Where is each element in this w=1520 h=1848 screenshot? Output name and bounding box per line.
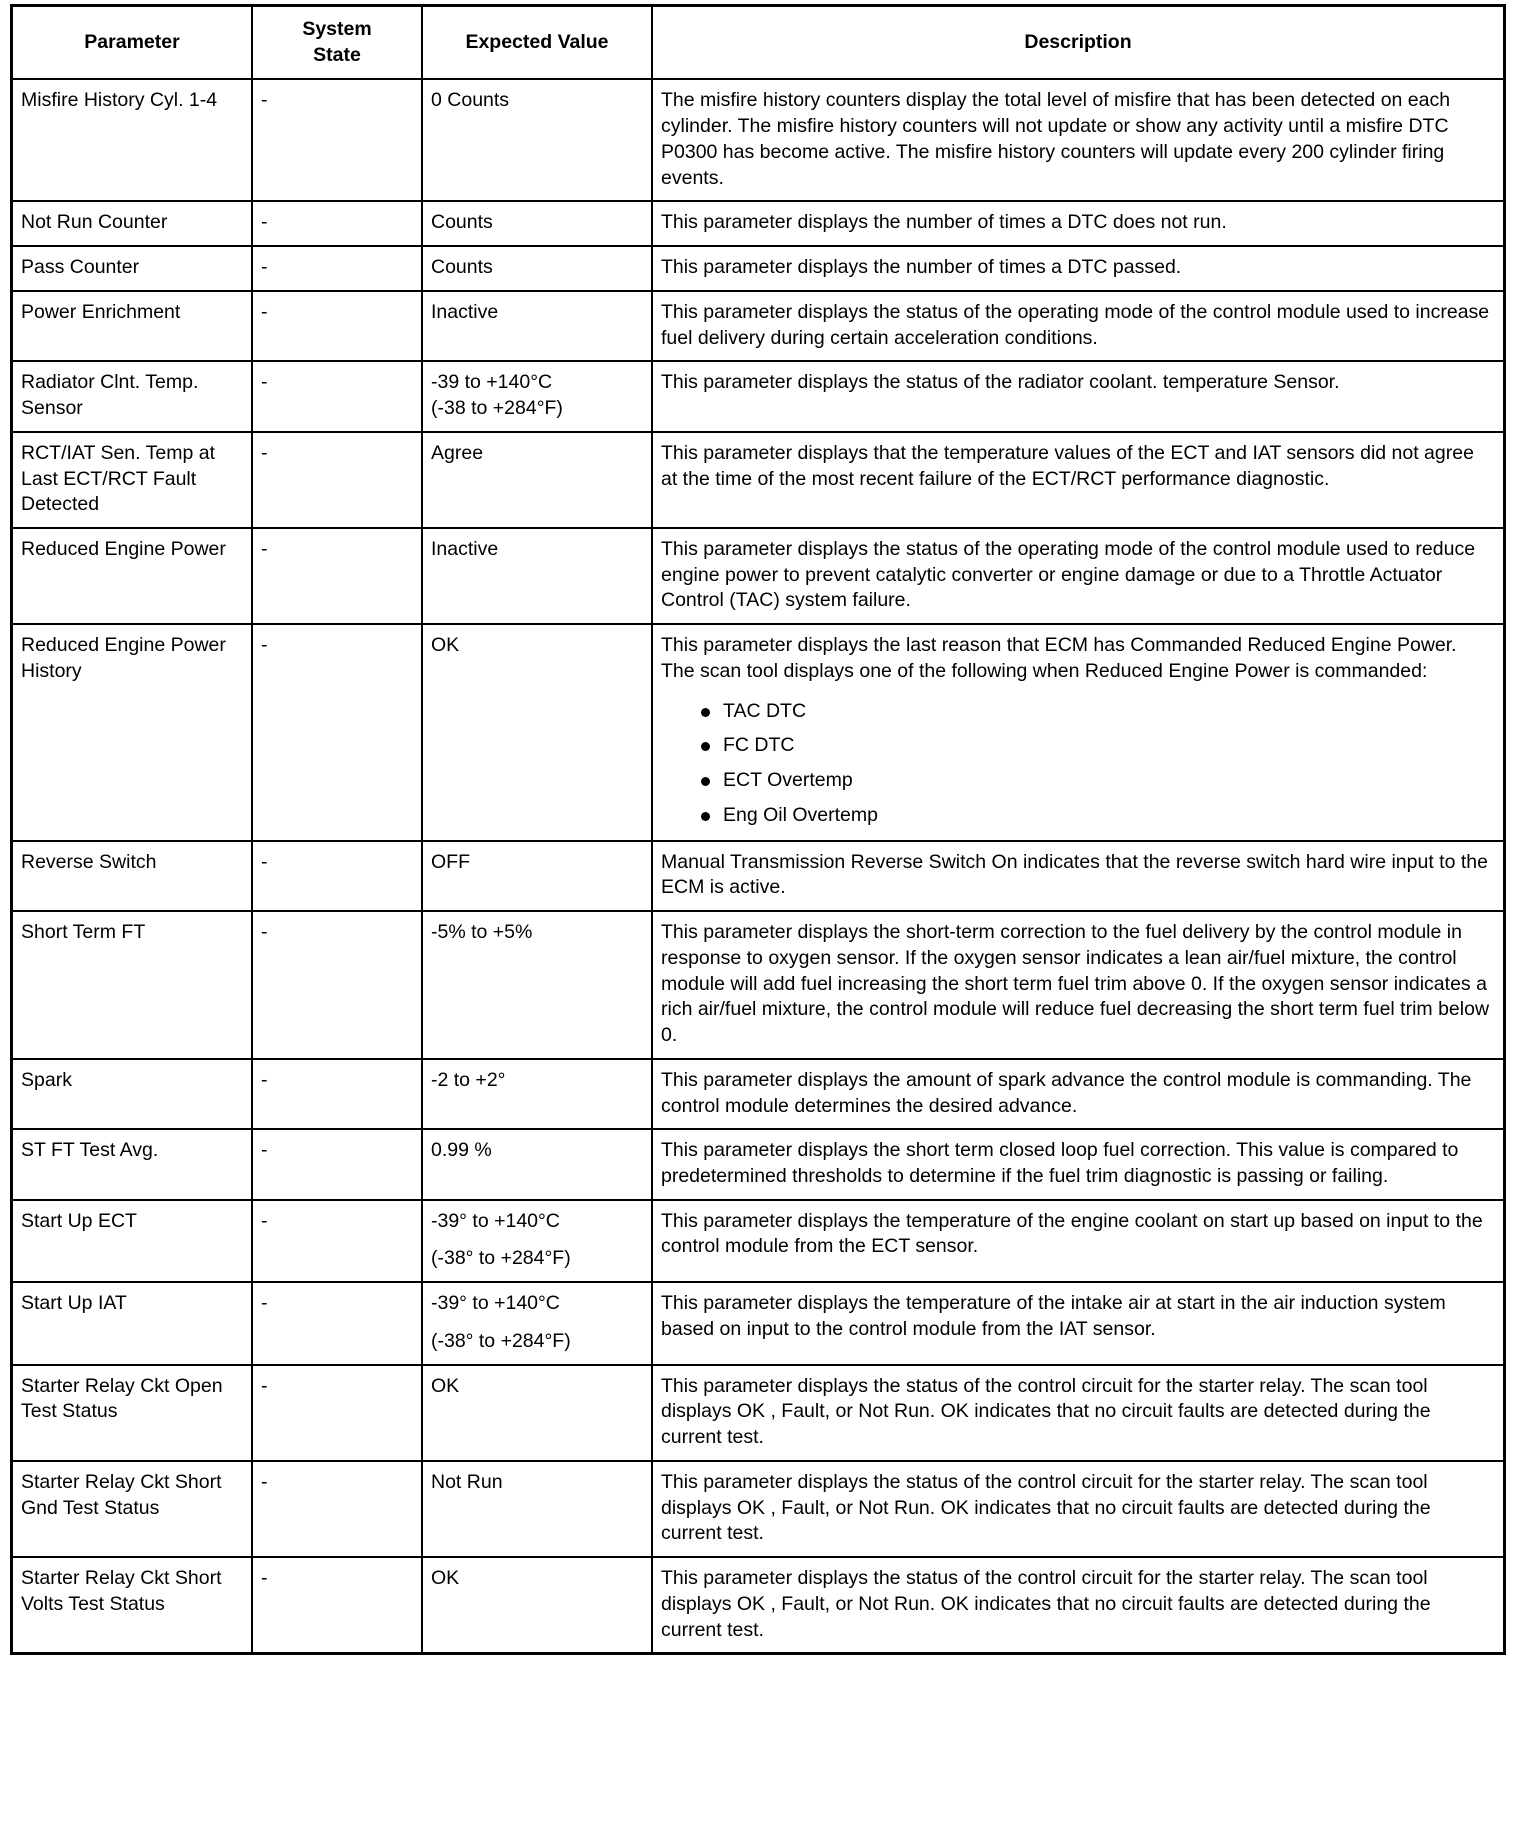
cell-description xyxy=(652,291,1505,361)
description-text: This parameter displays the status of the control circuit for the starter relay. The scan tool displays OK , Fault, or Not Run. OK indicates that no circuit faults are detected during the current test. xyxy=(661,1470,1431,1545)
cell-expected-value: Not Run xyxy=(422,1461,652,1557)
column-header-system-state xyxy=(252,6,422,80)
expected-value-line1: -39° to +140°C xyxy=(431,1292,560,1315)
description-text: This parameter displays the last reason that ECM has Commanded Reduced Engine Power. The scan tool displays one of the following when Reduced Engine Power is commanded: xyxy=(661,634,1457,682)
table-row xyxy=(12,1129,1505,1199)
cell-expected-value: OK xyxy=(422,1365,652,1461)
list-item: Eng Oil Overtemp xyxy=(701,803,1495,829)
cell-system-state: - xyxy=(252,79,422,201)
cell-description xyxy=(652,624,1505,840)
table-row xyxy=(12,1200,1505,1282)
cell-expected-value xyxy=(422,1282,652,1364)
cell-system-state: - xyxy=(252,1365,422,1461)
cell-description xyxy=(652,841,1505,911)
table-body xyxy=(12,79,1505,1653)
cell-description xyxy=(652,1365,1505,1461)
description-text: This parameter displays the number of times a DTC does not run. xyxy=(661,211,1227,234)
cell-expected-value: Counts xyxy=(422,246,652,291)
table-row xyxy=(12,528,1505,624)
cell-parameter: Start Up IAT xyxy=(12,1282,253,1364)
cell-description xyxy=(652,79,1505,201)
cell-expected-value: OK xyxy=(422,624,652,840)
table-row xyxy=(12,246,1505,291)
description-text: Manual Transmission Reverse Switch On indicates that the reverse switch hard wire input to the ECM is active. xyxy=(661,850,1488,899)
cell-description xyxy=(652,432,1505,528)
header-row xyxy=(12,6,1505,80)
description-text: This parameter displays the temperature of the intake air at start in the air induction system based on input to the control module from the IAT sensor. xyxy=(661,1292,1446,1340)
description-text: This parameter displays that the temperature values of the ECT and IAT sensors did not agree at the time of the most recent failure of the ECT/RCT performance diagnostic. xyxy=(661,441,1474,490)
expected-value-line2: (-38° to +284°F) xyxy=(431,1247,571,1270)
cell-description xyxy=(652,1282,1505,1364)
list-item: ECT Overtemp xyxy=(701,768,1495,794)
description-bullet-list xyxy=(661,699,1495,829)
cell-expected-value: OFF xyxy=(422,841,652,911)
cell-parameter: Starter Relay Ckt Short Gnd Test Status xyxy=(12,1461,253,1557)
scan-tool-parameter-table xyxy=(10,4,1506,1655)
description-text: This parameter displays the status of the operating mode of the control module used to increase fuel delivery during certain acceleration conditions. xyxy=(661,300,1490,349)
table-row xyxy=(12,1059,1505,1129)
list-item: TAC DTC xyxy=(701,699,1495,725)
column-header-description: Description xyxy=(652,6,1505,80)
cell-description xyxy=(652,201,1505,246)
description-text: This parameter displays the status of the radiator coolant. temperature Sensor. xyxy=(661,371,1340,394)
cell-expected-value: -2 to +2° xyxy=(422,1059,652,1129)
table-header xyxy=(12,6,1505,80)
expected-value-line1: -39 to +140°C xyxy=(431,371,553,394)
cell-system-state: - xyxy=(252,624,422,840)
cell-system-state: - xyxy=(252,1557,422,1654)
cell-description xyxy=(652,911,1505,1059)
table-row xyxy=(12,1461,1505,1557)
cell-parameter: Short Term FT xyxy=(12,911,253,1059)
description-text: This parameter displays the status of the operating mode of the control module used to reduce engine power to prevent catalytic converter or engine damage or due to a Throttle Actuator Control (TAC) system failure. xyxy=(661,538,1476,612)
column-header-parameter: Parameter xyxy=(12,6,253,80)
description-text: This parameter displays the status of the control circuit for the starter relay. The scan tool displays OK , Fault, or Not Run. OK indicates that no circuit faults are detected during the current test. xyxy=(661,1567,1431,1641)
cell-parameter: Misfire History Cyl. 1-4 xyxy=(12,79,253,201)
table-row xyxy=(12,624,1505,840)
cell-system-state: - xyxy=(252,1059,422,1129)
cell-system-state: - xyxy=(252,1200,422,1282)
cell-expected-value: 0.99 % xyxy=(422,1129,652,1199)
cell-description xyxy=(652,1129,1505,1199)
cell-description xyxy=(652,1557,1505,1654)
table-row xyxy=(12,1365,1505,1461)
cell-description xyxy=(652,1059,1505,1129)
cell-system-state: - xyxy=(252,201,422,246)
cell-parameter: Starter Relay Ckt Short Volts Test Status xyxy=(12,1557,253,1654)
cell-system-state: - xyxy=(252,528,422,624)
cell-parameter: Power Enrichment xyxy=(12,291,253,361)
table-row xyxy=(12,1282,1505,1364)
cell-system-state: - xyxy=(252,841,422,911)
cell-system-state: - xyxy=(252,1282,422,1364)
table-row xyxy=(12,432,1505,528)
cell-expected-value: Counts xyxy=(422,201,652,246)
spacer xyxy=(431,1234,643,1246)
table-row xyxy=(12,291,1505,361)
cell-description xyxy=(652,528,1505,624)
cell-parameter: Starter Relay Ckt Open Test Status xyxy=(12,1365,253,1461)
cell-parameter: Start Up ECT xyxy=(12,1200,253,1282)
cell-expected-value: Inactive xyxy=(422,291,652,361)
cell-system-state: - xyxy=(252,432,422,528)
column-header-expected-value: Expected Value xyxy=(422,6,652,80)
expected-value-line2: (-38 to +284°F) xyxy=(431,397,563,420)
cell-parameter: ST FT Test Avg. xyxy=(12,1129,253,1199)
spacer xyxy=(431,1317,643,1329)
description-text: This parameter displays the short term closed loop fuel correction. This value is compared to predetermined thresholds to determine if the fuel trim diagnostic is passing or failing. xyxy=(661,1139,1459,1187)
cell-system-state: - xyxy=(252,291,422,361)
cell-parameter: Radiator Clnt. Temp. Sensor xyxy=(12,361,253,431)
table-row xyxy=(12,79,1505,201)
column-header-system-state-line1: System xyxy=(302,18,372,40)
cell-system-state: - xyxy=(252,246,422,291)
cell-description xyxy=(652,1461,1505,1557)
list-item: FC DTC xyxy=(701,733,1495,759)
table-row xyxy=(12,911,1505,1059)
cell-parameter: RCT/IAT Sen. Temp at Last ECT/RCT Fault Detected xyxy=(12,432,253,528)
cell-parameter: Spark xyxy=(12,1059,253,1129)
table-row xyxy=(12,841,1505,911)
cell-expected-value xyxy=(422,361,652,431)
description-text: This parameter displays the number of times a DTC passed. xyxy=(661,256,1182,279)
table-row xyxy=(12,1557,1505,1654)
cell-expected-value: Agree xyxy=(422,432,652,528)
cell-system-state: - xyxy=(252,361,422,431)
cell-expected-value: -5% to +5% xyxy=(422,911,652,1059)
cell-description xyxy=(652,361,1505,431)
cell-description xyxy=(652,1200,1505,1282)
expected-value-line1: -39° to +140°C xyxy=(431,1209,560,1232)
description-text: The misfire history counters display the total level of misfire that has been detected on each cylinder. The misfire history counters will not update or show any activity until a misfire DTC P0300 has become active. The misfire history counters will update every 200 cylinder firing events. xyxy=(661,89,1451,189)
table-row xyxy=(12,201,1505,246)
cell-parameter: Reduced Engine Power xyxy=(12,528,253,624)
cell-parameter: Reduced Engine Power History xyxy=(12,624,253,840)
cell-system-state: - xyxy=(252,1461,422,1557)
cell-expected-value: 0 Counts xyxy=(422,79,652,201)
description-text: This parameter displays the amount of spark advance the control module is commanding. The control module determines the desired advance. xyxy=(661,1068,1472,1117)
table-row xyxy=(12,361,1505,431)
description-text: This parameter displays the status of the control circuit for the starter relay. The scan tool displays OK , Fault, or Not Run. OK indicates that no circuit faults are detected during the current test. xyxy=(661,1374,1431,1449)
cell-description xyxy=(652,246,1505,291)
column-header-system-state-line2: State xyxy=(313,43,361,66)
description-text: This parameter displays the temperature of the engine coolant on start up based on input to the control module from the ECT sensor. xyxy=(661,1209,1483,1258)
description-text: This parameter displays the short-term correction to the fuel delivery by the control module in response to oxygen sensor. If the oxygen sensor indicates a lean air/fuel mixture, the control module will add fuel increasing the short term fuel trim above 0. If the oxygen sensor indicates a rich air/fuel mixture, the control module will reduce fuel decreasing the short term fuel trim below 0. xyxy=(661,921,1490,1047)
cell-system-state: - xyxy=(252,911,422,1059)
cell-parameter: Not Run Counter xyxy=(12,201,253,246)
cell-expected-value: OK xyxy=(422,1557,652,1654)
cell-system-state: - xyxy=(252,1129,422,1199)
cell-expected-value xyxy=(422,1200,652,1282)
cell-parameter: Reverse Switch xyxy=(12,841,253,911)
cell-parameter: Pass Counter xyxy=(12,246,253,291)
expected-value-line2: (-38° to +284°F) xyxy=(431,1329,571,1352)
cell-expected-value: Inactive xyxy=(422,528,652,624)
